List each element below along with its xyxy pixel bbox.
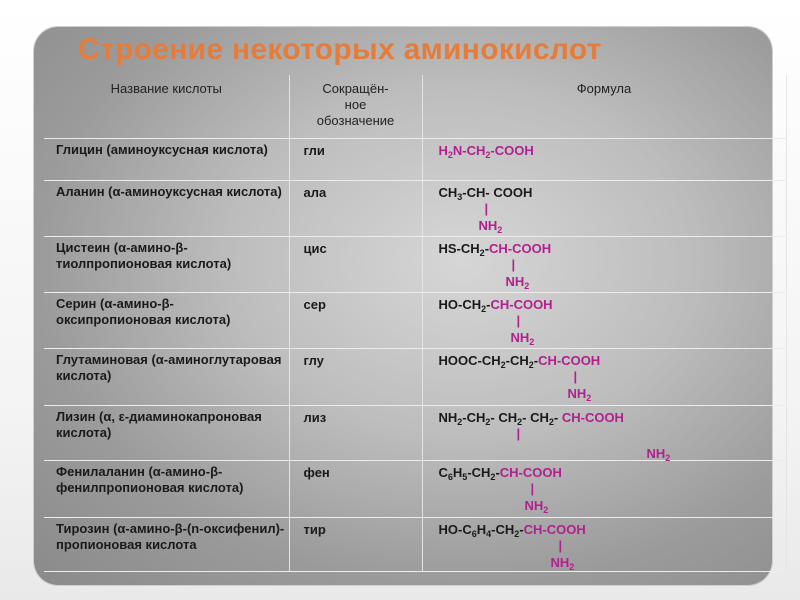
formula-amino-branch bbox=[439, 257, 782, 289]
acid-name: Лизин (α, ε-диаминокапроновая кислота) bbox=[44, 405, 289, 460]
acid-name: Глицин (аминоуксусная кислота) bbox=[44, 138, 289, 180]
acid-formula bbox=[422, 236, 786, 292]
table-header-row bbox=[44, 75, 786, 138]
slide-title: Строение некоторых аминокислот bbox=[78, 33, 602, 66]
acid-formula bbox=[422, 180, 786, 236]
formula-amino-branch bbox=[439, 313, 782, 345]
header-abbr-line: обозначение bbox=[316, 113, 395, 128]
bond-bar: | bbox=[516, 312, 521, 328]
amino-group: $NH_2$ bbox=[550, 554, 575, 572]
acid-abbr: ала bbox=[289, 180, 422, 236]
header-name: Название кислоты bbox=[44, 75, 289, 138]
table-row bbox=[44, 517, 786, 571]
bond-bar: | bbox=[511, 256, 516, 272]
amino-group: $NH_2$ bbox=[505, 273, 530, 291]
acid-name: Фенилаланин (α-амино-β-фенилпропионовая кислота) bbox=[44, 460, 289, 517]
acid-name: Глутаминовая (α-аминоглутаровая кислота) bbox=[44, 348, 289, 405]
table-row bbox=[44, 180, 786, 236]
acid-name: Тирозин (α-амино-β-(n-оксифенил)- пропионовая кислота bbox=[44, 517, 289, 571]
formula-main-line: $H_2N-CH_2$-COOH bbox=[438, 142, 534, 160]
bond-bar: | bbox=[516, 425, 521, 441]
formula-main-line: $HO-C_6H_4-CH_2-CH$-COOH bbox=[438, 521, 586, 539]
header-abbr-line: ное bbox=[344, 97, 367, 112]
formula-main-line: $C_6H_5-CH_2-CH$-COOH bbox=[438, 464, 562, 482]
amino-group: $NH_2$ bbox=[478, 217, 503, 235]
formula-amino-branch bbox=[439, 369, 782, 401]
formula-main-line: $HO-CH_2-CH$-COOH bbox=[438, 296, 553, 314]
acid-formula bbox=[422, 517, 786, 571]
formula-amino-branch bbox=[439, 425, 782, 463]
acid-formula bbox=[422, 405, 786, 463]
formula-main-line: $CH_3-CH-$ COOH bbox=[438, 184, 533, 202]
acid-formula bbox=[422, 460, 786, 517]
acid-abbr: тир bbox=[289, 517, 422, 571]
header-abbr-line: Сокращён- bbox=[322, 81, 389, 96]
table-row bbox=[44, 405, 786, 460]
acid-abbr: лиз bbox=[289, 405, 422, 460]
header-abbr bbox=[289, 75, 422, 138]
table-row bbox=[44, 138, 786, 180]
amino-acid-table bbox=[44, 75, 787, 572]
amino-group: $NH_2$ bbox=[567, 385, 592, 403]
header-formula: Формула bbox=[422, 75, 786, 138]
bond-bar: | bbox=[558, 537, 563, 553]
formula-amino-branch bbox=[439, 481, 782, 513]
amino-group: $NH_2$ bbox=[510, 329, 535, 347]
formula-amino-branch bbox=[439, 538, 782, 570]
formula-main-line: $HS-CH_2-CH$-COOH bbox=[438, 240, 552, 258]
acid-formula bbox=[422, 292, 786, 348]
acid-formula bbox=[422, 348, 786, 405]
acid-abbr: сер bbox=[289, 292, 422, 348]
formula-main-line: $NH_2-CH_2-$ $CH_2-$ $CH_2-$ CH-COOH bbox=[438, 409, 624, 427]
acid-abbr: глу bbox=[289, 348, 422, 405]
formula-main-line: HOOC-$CH_2-CH_2-CH$-COOH bbox=[438, 352, 601, 370]
table-row bbox=[44, 348, 786, 405]
acid-formula bbox=[422, 138, 786, 180]
table-row bbox=[44, 460, 786, 517]
bond-bar: | bbox=[530, 480, 535, 496]
table-row bbox=[44, 292, 786, 348]
acid-abbr: фен bbox=[289, 460, 422, 517]
acid-name: Аланин (α-аминоуксусная кислота) bbox=[44, 180, 289, 236]
amino-group: $NH_2$ bbox=[646, 445, 671, 463]
amino-group: $NH_2$ bbox=[524, 497, 549, 515]
formula-amino-branch bbox=[439, 201, 782, 233]
acid-abbr: гли bbox=[289, 138, 422, 180]
acid-name: Цистеин (α-амино-β-тиолпропионовая кислота) bbox=[44, 236, 289, 292]
acid-name: Серин (α-амино-β-оксипропионовая кислота) bbox=[44, 292, 289, 348]
bond-bar: | bbox=[484, 200, 489, 216]
acid-abbr: цис bbox=[289, 236, 422, 292]
bond-bar: | bbox=[573, 368, 578, 384]
table-row bbox=[44, 236, 786, 292]
